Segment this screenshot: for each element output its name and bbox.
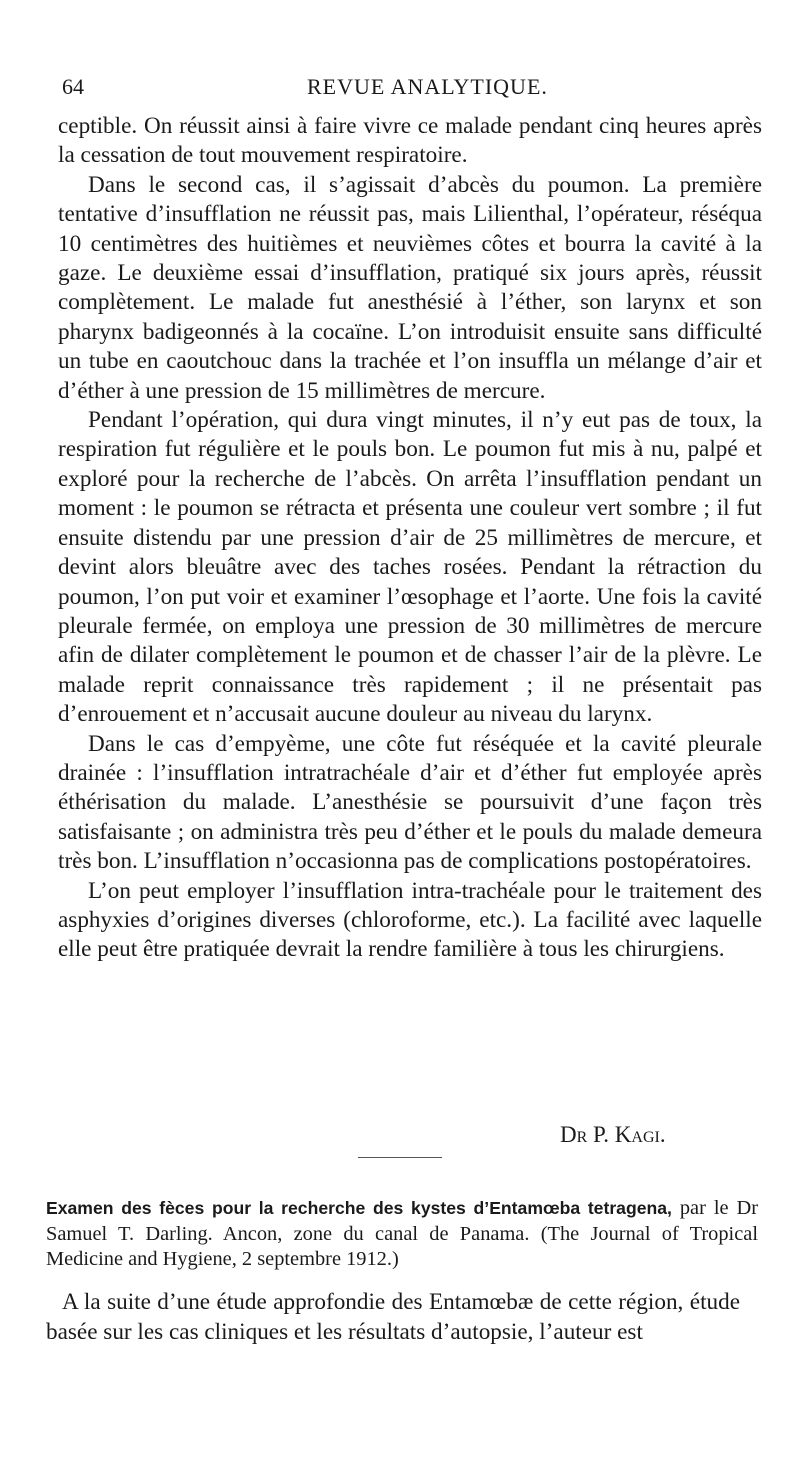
paragraph-4: Dans le cas d’empyème, une côte fut réséquée et la cavité pleurale drainée : l’insufflation intratrachéale d’air et d’éther fut employée après éthérisation du malade. L’anesthésie se poursuivit d’une façon très satisfaisante ; on administra très peu d’éther et le pouls du malade demeura très bon. L’insufflation n’occasionna pas de complications postopératoires.	[58, 730, 762, 875]
next-article-heading	[46, 1196, 758, 1273]
paragraph-3: Pendant l’opération, qui dura vingt minutes, il n’y eut pas de toux, la respiration fut régulière et le pouls bon. Le poumon fut mis à nu, palpé et exploré pour la recherche de l’abcès. On arrêta l’insufflation pendant un moment : le poumon se rétracta et présenta une couleur vert sombre ; il fut ensuite distendu par une pression d’air de 25 millimètres de mercure, et devint alors bleuâtre avec des taches rosées. Pendant la rétraction du poumon, l’on put voir et examiner l’œsophage et l’aorte. Une fois la cavité pleurale fermée, on employa une pression de 30 millimètres de mercure afin de dilater complètement le poumon et de chasser l’air de la plèvre. Le malade reprit connaissance très rapidement ; il ne présentait pas d’enrouement et n’accusait aucune douleur au niveau du larynx.	[58, 407, 762, 728]
paragraph-1: ceptible. On réussit ainsi à faire vivre ce malade pendant cinq heures après la cessation de tout mouvement respiratoire.	[58, 113, 762, 169]
running-title: REVUE ANALYTIQUE.	[307, 74, 548, 99]
next-article-title: Examen des fèces pour la recherche des kystes d’Entamœba tetragena,	[46, 1198, 672, 1218]
paragraph-5: L’on peut employer l’insufflation intra-trachéale pour le traitement des asphyxies d’origines diverses (chloroforme, etc.). La facilité avec laquelle elle peut être pratiquée devrait la rendre familière à tous les chirurgiens.	[58, 877, 762, 963]
paragraph-2: Dans le second cas, il s’agissait d’abcès du poumon. La première tentative d’insufflation ne réussit pas, mais Lilienthal, l’opérateur, réséqua 10 centimètres des huitièmes et neuvièmes côtes et bourra la cavité à la gaze. Le deuxième essai d’insufflation, pratiqué six jours après, réussit complètement. Le malade fut anesthésié à l’éther, son larynx et son pharynx badigeonnés à la cocaïne. L’on introduisit ensuite sans difficulté un tube en caoutchouc dans la trachée et l’on insuffla un mélange d’air et d’éther à une pression de 15 millimètres de mercure.	[58, 171, 762, 404]
next-article-paragraph: A la suite d’une étude approfondie des Entamœbæ de cette région, étude basée sur les cas cliniques et les résultats d’autopsie, l’auteur est	[46, 1289, 740, 1345]
author-signature: Dr P. Kagi.	[560, 1122, 666, 1147]
section-divider	[358, 1157, 442, 1158]
page-number: 64	[62, 74, 84, 99]
page-header	[62, 74, 752, 108]
next-article-body	[46, 1288, 740, 1347]
article-body	[58, 112, 762, 965]
next-article-citation: par le Dr Samuel T. Darling. Ancon, zone du canal de Panama. (The Journal of Tropical Medicine and Hygiene, 2 septembre 1912.)	[46, 1197, 758, 1270]
